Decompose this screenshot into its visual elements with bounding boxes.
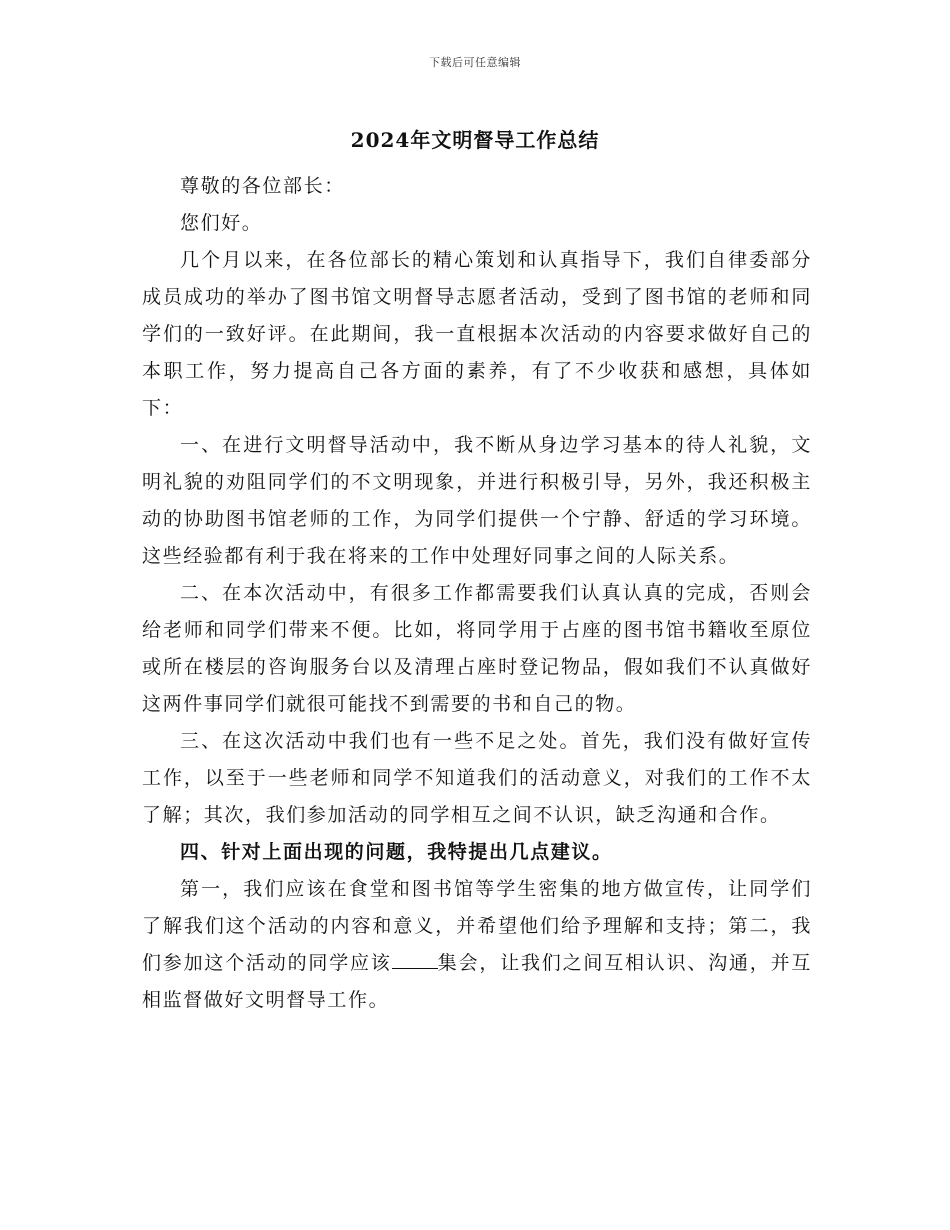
greeting-paragraph: 您们好。 [180,212,263,234]
intro-paragraph: 几个月以来，在各位部长的精心策划和认真指导下，我们自律委部分成员成功的举办了图书馆文明督导志愿者活动，受到了图书馆的老师和同学们的一致好评。在此期间，我一直根据本次活动的内容要求做好自己的本职工作，努力提高自己各方面的素养，有了不少收获和感想，具体如下： [142,249,812,419]
suggestion-paragraph [142,871,812,1019]
point-three-paragraph: 三、在这次活动中我们也有一些不足之处。首先，我们没有做好宣传工作，以至于一些老师和同学不知道我们的活动意义，对我们的工作不太了解；其次，我们参加活动的同学相互之间不认识，缺乏沟通和合作。 [142,730,812,826]
document-title: 2024年文明督导工作总结 [350,128,600,152]
salutation-paragraph: 尊敬的各位部长： [180,175,345,197]
page-header-note: 下载后可任意编辑 [429,56,521,69]
point-two-paragraph: 二、在本次活动中，有很多工作都需要我们认真认真的完成，否则会给老师和同学们带来不便。比如，将同学用于占座的图书馆书籍收至原位或所在楼层的咨询服务台以及清理占座时登记物品，假如我们不认真做好这两件事同学们就很可能找不到需要的书和自己的物。 [142,582,812,715]
point-one-paragraph: 一、在进行文明督导活动中，我不断从身边学习基本的待人礼貌，文明礼貌的劝阻同学们的不文明现象，并进行积极引导，另外，我还积极主动的协助图书馆老师的工作，为同学们提供一个宁静、舒适的学习环境。这些经验都有利于我在将来的工作中处理好同事之间的人际关系。 [142,434,812,567]
document-body [142,168,812,1019]
suggestion-text-start: 第一，我们应该在食堂和图书馆等学生密集的地方做宣传，让同学们了解我们这个活动的内容和意义，并希望他们给予理解和支持；第二，我们参加这个活动的同学应该 [142,878,812,974]
suggestion-text-end: 集会，让我们之间互相认识、沟通，并互相监督做好文明督导工作。 [142,952,813,1011]
point-four-heading: 四、针对上面出现的问题，我特提出几点建议。 [180,841,613,863]
fill-in-blank [392,950,438,969]
